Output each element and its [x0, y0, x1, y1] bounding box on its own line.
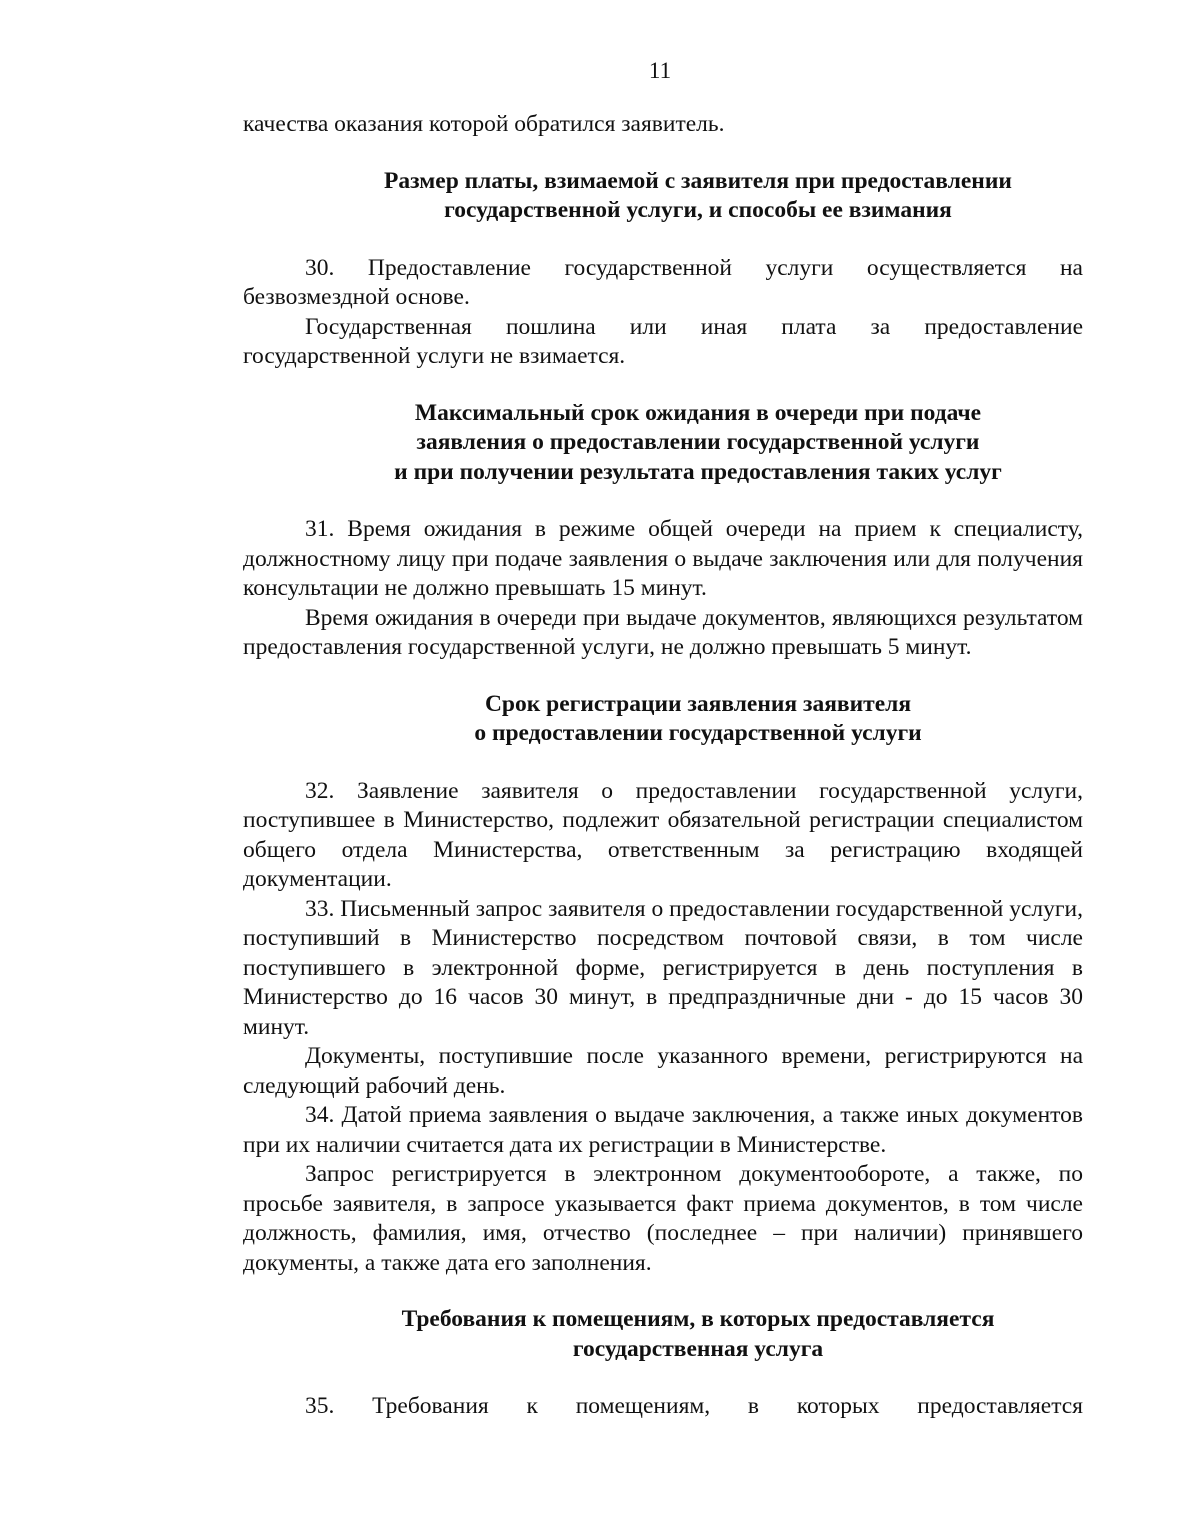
page-number: 11 — [648, 58, 672, 83]
paragraph-33: 33. Письменный запрос заявителя о предоставлении государственной услуги, поступивший в Министерство посредством почтовой связи, в том числе поступившего в электронной форме, регистрируется в день поступления в Министерство до 16 часов 30 минут, в предпраздничные дни - до 15 часов 30 минут. — [243, 895, 1083, 1040]
paragraph-30: 30. Предоставление государственной услуги осуществляется на безвозмездной основе. — [243, 254, 1083, 310]
heading-line: Размер платы, взимаемой с заявителя при предоставлении — [384, 167, 1012, 194]
section-heading-fee — [243, 167, 1083, 226]
paragraph-34-note: Запрос регистрируется в электронном документообороте, а также, по просьбе заявителя, в запросе указывается факт приема документов, в том числе должность, фамилия, имя, отчество (последнее – при наличии) принявшего документы, а также дата его заполнения. — [243, 1161, 1083, 1276]
document-body — [243, 110, 1083, 1422]
heading-line: государственная услуга — [572, 1335, 824, 1362]
section-heading-premises — [243, 1305, 1083, 1364]
heading-line: и при получении результата предоставления таких услуг — [394, 458, 1002, 485]
paragraph-queue-note: Время ожидания в очереди при выдаче документов, являющихся результатом предоставления государственной услуги, не должно превышать 5 минут. — [243, 604, 1083, 660]
intro-line: качества оказания которой обратился заявитель. — [243, 111, 725, 137]
heading-line: Срок регистрации заявления заявителя — [484, 690, 912, 717]
paragraph-35: 35. Требования к помещениям, в которых предоставляется — [305, 1393, 1083, 1419]
heading-line: заявления о предоставлении государственной услуги — [416, 429, 980, 455]
heading-line: Требования к помещениям, в которых предоставляется — [401, 1306, 995, 1332]
paragraph-32: 32. Заявление заявителя о предоставлении государственной услуги, поступившее в Министерство, подлежит обязательной регистрации специалистом общего отдела Министерства, ответственным за регистрацию входящей документации. — [243, 777, 1083, 892]
heading-line: о предоставлении государственной услуги — [474, 720, 922, 746]
section-heading-queue — [243, 399, 1083, 488]
paragraph-31: 31. Время ожидания в режиме общей очереди на прием к специалисту, должностному лицу при подаче заявления о выдаче заключения или для получения консультации не должно превышать 15 минут. — [243, 516, 1083, 601]
paragraph-fee-note: Государственная пошлина или иная плата за предоставление государственной услуги не взимается. — [243, 313, 1083, 369]
heading-line: государственной услуги, и способы ее взимания — [444, 197, 952, 223]
paragraph-33-note: Документы, поступившие после указанного времени, регистрируются на следующий рабочий день. — [243, 1043, 1083, 1099]
section-heading-registration — [243, 690, 1083, 749]
paragraph-34: 34. Датой приема заявления о выдаче заключения, а также иных документов при их наличии считается дата их регистрации в Министерстве. — [243, 1102, 1083, 1158]
heading-line: Максимальный срок ожидания в очереди при подаче — [414, 399, 982, 426]
